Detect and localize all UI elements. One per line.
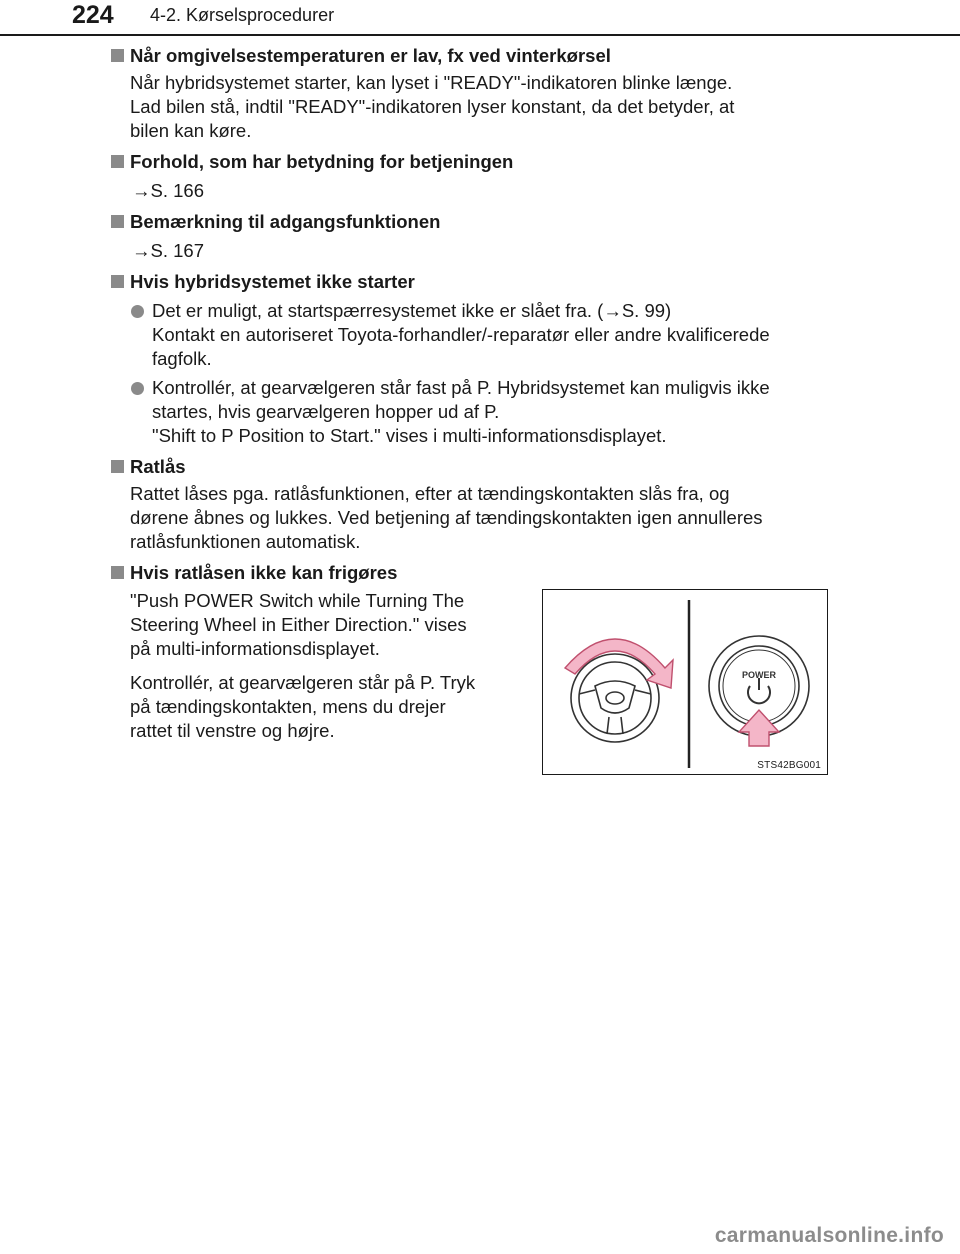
paragraph-cold-temperature — [130, 71, 848, 143]
illustration-svg — [543, 590, 826, 773]
paragraph-display-message — [130, 589, 518, 661]
text-line: fagfolk. — [152, 348, 212, 369]
heading-access-function — [108, 210, 848, 234]
push-arrow-icon — [739, 710, 779, 746]
text-line: Steering Wheel in Either Direction." vises — [130, 614, 467, 635]
circle-bullet-icon — [131, 305, 144, 318]
text-line: "Push POWER Switch while Turning The — [130, 590, 465, 611]
square-bullet-icon — [111, 460, 124, 473]
power-label: POWER — [741, 670, 777, 680]
text-line: Lad bilen stå, indtil "READY"-indikatoren lyser konstant, da det betyder, at — [130, 96, 735, 117]
watermark: carmanualsonline.info — [714, 1224, 944, 1247]
text-line: rattet til venstre og højre. — [130, 720, 335, 741]
page-reference-link[interactable]: →S. 167 — [132, 240, 204, 261]
heading-text: Forhold, som har betydning for betjeningen — [130, 151, 514, 172]
text-line: "Shift to P Position to Start." vises i multi-informationsdisplayet. — [152, 425, 667, 446]
circle-bullet-icon — [131, 382, 144, 395]
heading-text: Ratlås — [130, 456, 186, 477]
heading-lock-release — [108, 561, 848, 585]
heading-text: Når omgivelsestemperaturen er lav, fx ved vinterkørsel — [130, 45, 611, 66]
lock-release-text — [130, 589, 518, 753]
text-line: Kontrollér, at gearvælgeren står fast på P. Hybridsystemet kan muligvis ikke — [152, 377, 770, 398]
heading-text: Hvis ratlåsen ikke kan frigøres — [130, 562, 398, 583]
square-bullet-icon — [111, 49, 124, 62]
steering-wheel-icon — [571, 654, 659, 742]
bullet-immobilizer — [130, 299, 848, 371]
text-line: Rattet låses pga. ratlåsfunktionen, efter at tændingskontakten slås fra, og — [130, 483, 730, 504]
square-bullet-icon — [111, 275, 124, 288]
paragraph-release-instructions — [130, 671, 518, 743]
text-line: på multi-informationsdisplayet. — [130, 638, 380, 659]
section-title: 4-2. Kørselsprocedurer — [150, 5, 335, 25]
square-bullet-icon — [111, 215, 124, 228]
steering-power-illustration — [542, 589, 828, 775]
text-line: Når hybridsystemet starter, kan lyset i "READY"-indikatoren blinke længe. — [130, 72, 733, 93]
page-number: 224 — [72, 1, 114, 29]
heading-steering-lock — [108, 455, 848, 479]
bullet-shift-position — [130, 376, 848, 448]
text-line: på tændingskontakten, mens du drejer — [130, 696, 446, 717]
heading-text: Bemærkning til adgangsfunktionen — [130, 211, 441, 232]
square-bullet-icon — [111, 155, 124, 168]
heading-text: Hvis hybridsystemet ikke starter — [130, 271, 415, 292]
text-line: Kontakt en autoriseret Toyota-forhandler/-reparatør eller andre kvalificerede — [152, 324, 770, 345]
heading-cold-temperature — [108, 44, 848, 68]
paragraph-steering-lock — [130, 482, 848, 554]
square-bullet-icon — [111, 566, 124, 579]
text-line: Det er muligt, at startspærresystemet ikke er slået fra. (→S. 99) — [152, 300, 672, 321]
heading-operating-conditions — [108, 150, 848, 174]
figure-code: STS42BG001 — [757, 760, 821, 771]
page-content — [108, 44, 848, 794]
text-line: dørene åbnes og lukkes. Ved betjening af tændingskontakten igen annulleres — [130, 507, 763, 528]
heading-hybrid-not-starting — [108, 270, 848, 294]
text-line: bilen kan køre. — [130, 120, 252, 141]
page-reference-link[interactable]: →S. 166 — [132, 180, 204, 201]
lock-release-section — [108, 589, 848, 794]
header-divider — [0, 34, 960, 36]
text-line: ratlåsfunktionen automatisk. — [130, 531, 361, 552]
text-line: startes, hvis gearvælgeren hopper ud af P. — [152, 401, 500, 422]
text-line: Kontrollér, at gearvælgeren står på P. Tryk — [130, 672, 476, 693]
